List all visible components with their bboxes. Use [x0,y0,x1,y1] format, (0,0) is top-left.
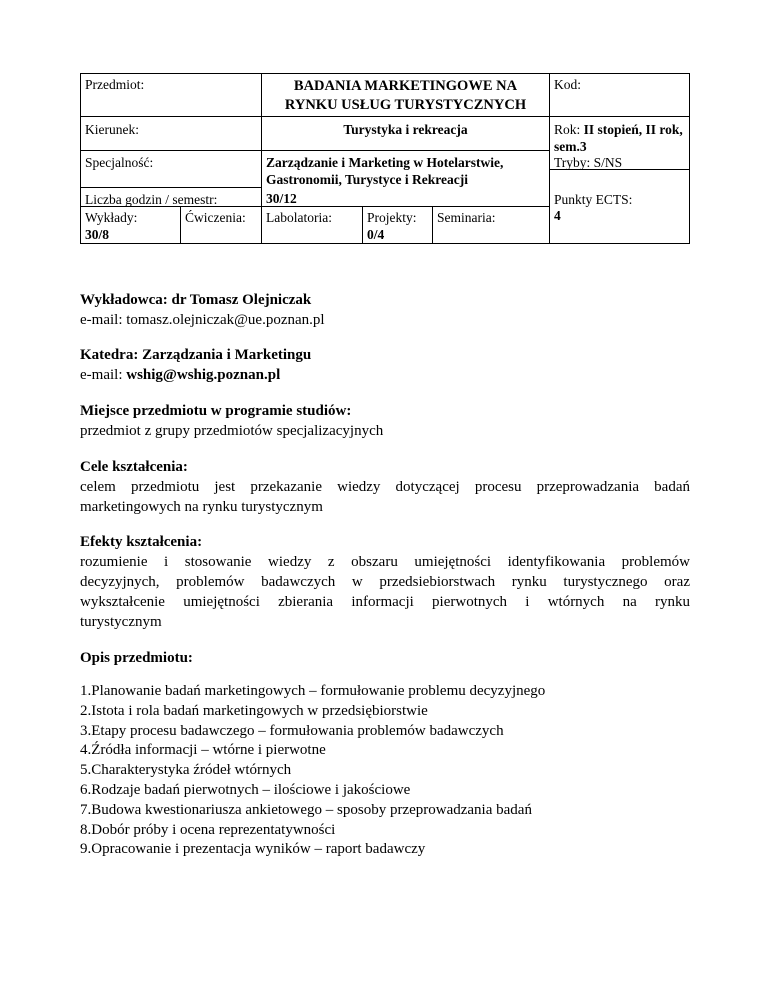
rok-value: II stopień, II rok, [583,122,683,137]
punkty-ects-value: 4 [554,208,561,223]
effects-line3: wykształcenie umiejętności zbierania informacji pierwotnych i wtórnych na rynku [80,594,690,610]
punkty-ects-label: Punkty ECTS: [554,192,633,207]
wyklady-value: 30/8 [85,227,110,242]
wyklady-label: Wykłady: [85,210,138,225]
list-item: 7.Budowa kwestionariusza ankietowego – sposoby przeprowadzania badań [80,801,532,818]
cwiczenia-label: Ćwiczenia: [185,210,246,225]
department-heading: Katedra: Zarządzania i Marketingu [80,347,312,363]
specjalnosc-value [262,153,549,189]
department-email[interactable]: wshig@wshig.poznan.pl [126,367,281,383]
rok-cell [550,120,689,156]
projekty-label: Projekty: [367,210,417,225]
lecturer-email-label: e-mail: [80,312,127,328]
place-section [80,401,690,441]
goals-section [80,457,690,517]
wyklady-cell [81,208,141,244]
course-info-table [80,73,690,244]
description-section [80,648,690,668]
topics-list [80,682,545,860]
przedmiot-label: Przedmiot: [85,77,145,92]
list-item: 1.Planowanie badań marketingowych – formułowanie problemu decyzyjnego [80,683,546,699]
projekty-cell [363,208,421,244]
lecturer-email-line [80,310,690,330]
department-email-line [80,365,690,385]
subject-title-line1: BADANIA MARKETINGOWE NA [293,78,518,94]
tryby-value: Tryby: S/NS [554,155,623,170]
rok-value-sem: sem.3 [554,139,587,154]
lecturer-email[interactable]: tomasz.olejniczak@ue.poznan.pl [126,312,325,328]
table-divider [80,116,550,117]
specjalnosc-line1: Zarządzanie i Marketing w Hotelarstwie, [266,155,504,170]
effects-line2: decyzyjnych, problemów badawczych w przedsiebiorstwach rynku turystycznego oraz [80,574,690,590]
subject-title [262,76,549,116]
seminaria-label: Seminaria: [437,210,496,225]
description-heading: Opis przedmiotu: [80,650,193,666]
liczba-godzin-label: Liczba godzin / semestr: [85,192,218,207]
kod-label: Kod: [554,77,581,92]
table-border-right [689,73,690,244]
effects-line1: rozumienie i stosowanie wiedzy z obszaru umiejętności identyfikowania problemów [80,554,690,570]
list-item: 9.Opracowanie i prezentacja wyników – raport badawczy [80,841,426,858]
rok-label: Rok: [554,122,584,137]
list-item: 4.Źródła informacji – wtórne i pierwotne [80,742,326,759]
kierunek-value: Turystyka i rekreacja [343,122,468,137]
list-item: 8.Dobór próby i ocena reprezentatywności [80,821,336,838]
effects-line4: turystycznym [80,614,162,630]
subject-title-line2: RYNKU USŁUG TURYSTYCZNYCH [284,97,527,113]
list-item: 5.Charakterystyka źródeł wtórnych [80,762,292,779]
department-email-label: e-mail: [80,367,127,383]
table-divider [549,116,690,117]
goals-heading: Cele kształcenia: [80,459,188,475]
goals-line1: celem przedmiotu jest przekazanie wiedzy dotyczącej procesu przeprowadzania badań [80,479,690,495]
effects-heading: Efekty kształcenia: [80,534,203,550]
list-item: 2.Istota i rola badań marketingowych w przedsiębiorstwie [80,702,428,719]
place-heading: Miejsce przedmiotu w programie studiów: [80,403,352,419]
lecturer-section [80,290,690,330]
place-text: przedmiot z grupy przedmiotów specjalizacyjnych [80,423,384,439]
department-section [80,345,690,385]
list-item: 3.Etapy procesu badawczego – formułowania problemów badawczych [80,722,504,739]
specjalnosc-label: Specjalność: [85,155,154,170]
table-divider [80,187,262,188]
specjalnosc-line2: Gastronomii, Turystyce i Rekreacji [266,172,468,187]
lecturer-heading: Wykładowca: dr Tomasz Olejniczak [80,292,312,308]
kierunek-label: Kierunek: [85,122,139,137]
labolatoria-label: Labolatoria: [266,210,332,225]
goals-line2: marketingowych na rynku turystycznym [80,499,323,515]
list-item: 6.Rodzaje badań pierwotnych – ilościowe i jakościowe [80,781,411,798]
projekty-value: 0/4 [367,227,385,242]
table-border-top [80,73,690,74]
table-divider [80,150,550,151]
liczba-godzin-value: 30/12 [266,191,297,206]
effects-section [80,532,690,632]
